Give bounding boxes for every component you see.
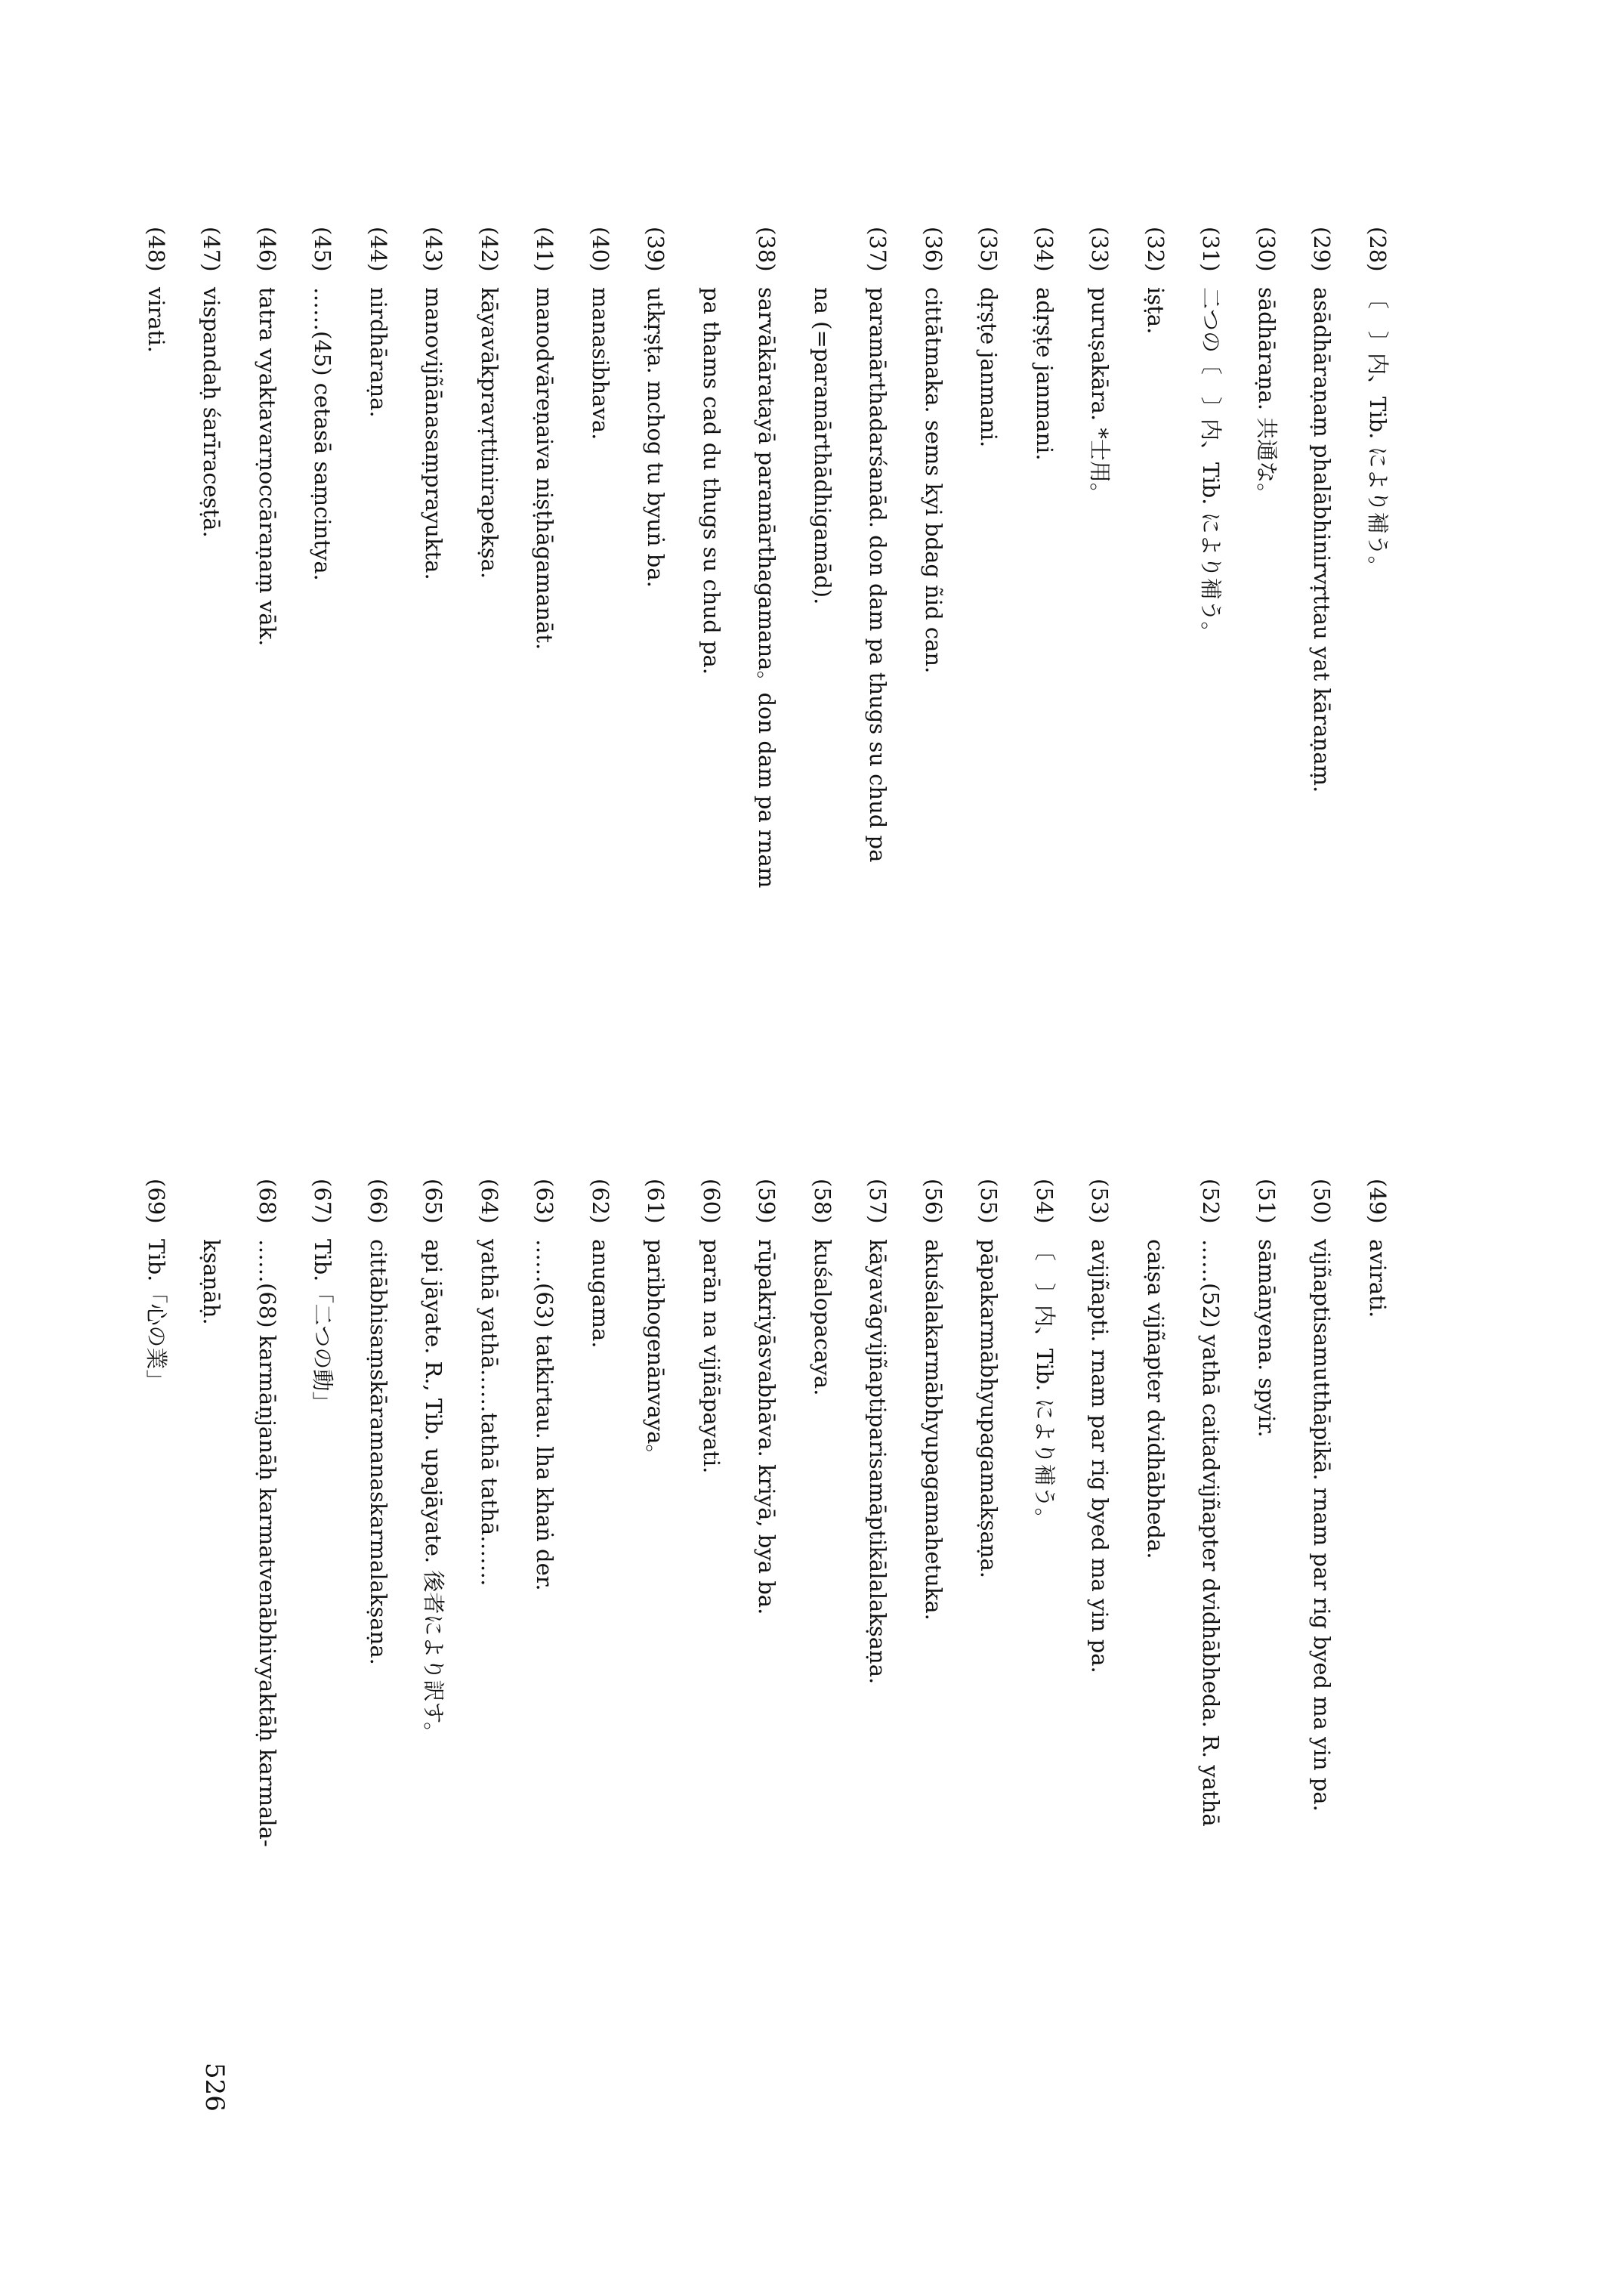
note-line: [1294, 227, 1350, 1133]
note-number: (47): [199, 227, 225, 272]
note-number: (68): [255, 1179, 280, 1224]
note-line-continuation: [184, 1179, 239, 2085]
note-text: paribhogenānvaya。: [643, 1239, 669, 1466]
note-number: (46): [255, 227, 280, 272]
note-text: caiṣa vijñapter dvidhābheda.: [1143, 1239, 1169, 1559]
note-text: kāyavāgvijñaptiparisamāptikālalakṣaṇa.: [865, 1239, 891, 1685]
note-line: [906, 227, 962, 1133]
note-number: (28): [1365, 227, 1391, 272]
note-line: [850, 1179, 906, 2085]
note-number: (62): [588, 1179, 613, 1224]
note-line: [517, 1179, 573, 2085]
note-text: asādhāraṇaṃ phalābhinirvṛttau yat kāraṇaṃ.: [1309, 287, 1335, 793]
note-text: kāyavākpravṛttinirapekṣa.: [477, 287, 502, 579]
note-text: Tib.「心の業」: [144, 1239, 169, 1392]
note-line: [739, 1179, 795, 2085]
note-line: [1294, 1179, 1350, 2085]
note-number: (34): [1032, 227, 1057, 272]
note-number: (45): [310, 227, 336, 272]
note-number: (61): [643, 1179, 669, 1224]
note-number: (69): [144, 1179, 169, 1224]
note-line: [961, 1179, 1017, 2085]
note-line: [1350, 1179, 1406, 2085]
note-line: [1183, 227, 1239, 1133]
note-number: (50): [1309, 1179, 1335, 1224]
note-text: sāmānyena. spyir.: [1254, 1239, 1280, 1438]
note-text: pāpakarmābhyupagamakṣaṇa.: [976, 1239, 1002, 1578]
note-number: (53): [1087, 1179, 1113, 1224]
note-text: kuśalopacaya.: [810, 1239, 835, 1396]
note-line: [573, 227, 628, 1133]
note-line: [128, 227, 184, 1133]
note-number: (52): [1198, 1179, 1224, 1224]
note-text: ……(63) tatkirtau. lha khaṅ der.: [532, 1239, 558, 1591]
note-line: [795, 1179, 851, 2085]
note-number: (65): [421, 1179, 447, 1224]
note-line: [406, 1179, 462, 2085]
note-text: sarvākāratayā paramārthagamana。don dam pa rnam: [754, 287, 780, 888]
note-text: iṣṭa.: [1143, 287, 1169, 335]
note-line: [462, 1179, 517, 2085]
note-number: (63): [532, 1179, 558, 1224]
note-text: dṛṣṭe janmani.: [976, 287, 1002, 448]
note-line: [462, 227, 517, 1133]
note-line: [1128, 227, 1184, 1133]
note-number: (49): [1365, 1179, 1391, 1224]
note-number: (38): [754, 227, 780, 272]
notes-column-left: [128, 227, 1406, 1133]
note-number: (58): [810, 1179, 835, 1224]
note-text: cittātmaka. sems kyi bdag ñid can.: [921, 287, 946, 674]
note-line: [573, 1179, 628, 2085]
note-number: (66): [366, 1179, 391, 1224]
note-number: (31): [1198, 227, 1224, 272]
note-text: ……(52) yathā caitadvijñapter dvidhābheda. R. yathā: [1198, 1239, 1224, 1827]
note-number: (33): [1087, 227, 1113, 272]
note-text: puruṣakāra. *士用。: [1087, 287, 1113, 505]
notes-column-right: [128, 1179, 1406, 2085]
note-number: (40): [588, 227, 613, 272]
note-line-continuation: [1128, 1179, 1184, 2085]
note-text: avijñapti. rnam par rig byed ma yin pa.: [1087, 1239, 1113, 1673]
note-number: (44): [366, 227, 391, 272]
note-line: [517, 227, 573, 1133]
note-text: api jāyate. R., Tib. upajāyate. 後者により訳す。: [421, 1239, 447, 1744]
note-line: [1239, 227, 1295, 1133]
note-number: (42): [477, 227, 502, 272]
note-line: [350, 1179, 406, 2085]
note-line: [1017, 227, 1073, 1133]
note-text: Tib.「二つの動」: [310, 1239, 336, 1414]
note-text: kṣaṇāḥ.: [199, 1239, 225, 1325]
note-line-continuation: [684, 227, 739, 1133]
note-number: (59): [754, 1179, 780, 1224]
note-number: (37): [865, 227, 891, 272]
note-line: [1072, 227, 1128, 1133]
note-number: (29): [1309, 227, 1335, 272]
note-text: paramārthadarśanād. don dam pa thugs su chud pa: [865, 287, 891, 863]
note-text: sādhāraṇa. 共通な。: [1254, 287, 1280, 505]
note-number: (30): [1254, 227, 1280, 272]
note-text: parān na vijñāpayati.: [699, 1239, 724, 1474]
note-text: ……(68) karmāṇjanāḥ karmatvenābhivyaktāḥ karmala-: [255, 1239, 280, 1847]
note-line: [128, 1179, 184, 2085]
note-text: 二つの〔 〕内、Tib. により補う。: [1198, 287, 1224, 644]
note-line: [406, 227, 462, 1133]
note-line: [184, 227, 239, 1133]
note-text: vispandaḥ śarīraceṣṭā.: [199, 287, 225, 538]
note-number: (67): [310, 1179, 336, 1224]
note-text: akuśalakarmābhyupagamahetuka.: [921, 1239, 946, 1621]
note-line: [961, 227, 1017, 1133]
rotated-notes-block: [144, 227, 1405, 2176]
note-line: [1072, 1179, 1128, 2085]
note-number: (60): [699, 1179, 724, 1224]
note-number: (64): [477, 1179, 502, 1224]
note-number: (32): [1143, 227, 1169, 272]
note-line: [684, 1179, 739, 2085]
note-line: [239, 1179, 295, 2085]
note-number: (41): [532, 227, 558, 272]
note-line: [906, 1179, 962, 2085]
note-text: nirdhāraṇa.: [366, 287, 391, 418]
page-number: 526: [199, 2063, 230, 2112]
note-line: [850, 227, 906, 1133]
note-text: manodvāreṇaiva niṣṭhāgamanāt.: [532, 287, 558, 650]
note-text: rūpakriyāsvabhāva. kriyā, bya ba.: [754, 1239, 780, 1615]
note-text: 〔 〕内、Tib. により補う。: [1365, 287, 1391, 578]
note-line: [628, 1179, 684, 2085]
note-number: (56): [921, 1179, 946, 1224]
note-text: anugama.: [588, 1239, 613, 1349]
note-text: virati.: [144, 287, 169, 353]
note-text: yathā yathā……tathā tathā…….: [477, 1239, 502, 1587]
note-line: [1350, 227, 1406, 1133]
note-number: (51): [1254, 1179, 1280, 1224]
note-text: cittābhisaṃskāramanaskarmalakṣaṇa.: [366, 1239, 391, 1665]
note-line: [239, 227, 295, 1133]
note-line: [295, 1179, 350, 2085]
note-line: [628, 227, 684, 1133]
note-text: na (=paramārthādhigamād).: [810, 287, 835, 605]
note-text: vijñaptisamutthāpikā. rnam par rig byed ma yin pa.: [1309, 1239, 1335, 1812]
note-line: [1239, 1179, 1295, 2085]
note-number: (39): [643, 227, 669, 272]
note-line: [739, 227, 795, 1133]
note-text: manasibhava.: [588, 287, 613, 440]
note-text: pa thams cad du thugs su chud pa.: [699, 287, 724, 675]
note-text: utkṛṣṭa. mchog tu byuṅ ba.: [643, 287, 669, 588]
note-text: tatra vyaktavarṇoccāraṇaṃ vāk.: [255, 287, 280, 647]
note-line: [1183, 1179, 1239, 2085]
note-number: (48): [144, 227, 169, 272]
note-line: [295, 227, 350, 1133]
note-text: manovijñānasaṃprayukta.: [421, 287, 447, 580]
note-text: avirati.: [1365, 1239, 1391, 1318]
note-line: [350, 227, 406, 1133]
note-line: [1017, 1179, 1073, 2085]
note-number: (55): [976, 1179, 1002, 1224]
note-text: 〔 〕内、Tib. により補う。: [1032, 1239, 1057, 1530]
note-number: (54): [1032, 1179, 1057, 1224]
note-number: (43): [421, 227, 447, 272]
note-line-continuation: [795, 227, 851, 1133]
note-number: (57): [865, 1179, 891, 1224]
note-number: (35): [976, 227, 1002, 272]
note-text: ……(45) cetasā saṃcintya.: [310, 287, 336, 581]
note-number: (36): [921, 227, 946, 272]
note-text: adṛṣṭe janmani.: [1032, 287, 1057, 461]
